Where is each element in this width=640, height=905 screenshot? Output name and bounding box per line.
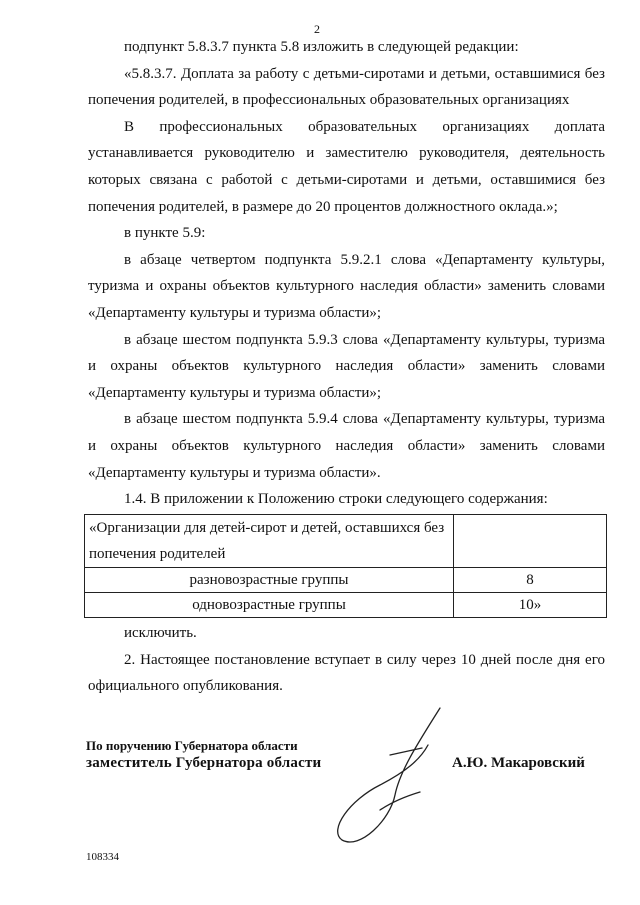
table-cell: 8 — [454, 568, 607, 593]
paragraph: 2. Настоящее постановление вступает в силу через 10 дней после дня его официального опубликования. — [88, 651, 605, 695]
table-row — [85, 593, 607, 618]
paragraph: в пункте 5.9: — [124, 225, 206, 242]
signatory-title: заместитель Губернатора области — [86, 755, 322, 771]
paragraph: в абзаце четвертом подпункта 5.9.2.1 слова «Департаменту культуры, туризма и охраны объектов культурного наследия области» заменить словами «Департаменту культуры и туризма области»; — [88, 251, 605, 321]
paragraph: в абзаце шестом подпункта 5.9.3 слова «Департаменту культуры, туризма и охраны объектов культурного наследия области» заменить словами «Департаменту культуры и туризма области»; — [88, 331, 605, 401]
paragraph: подпункт 5.8.3.7 пункта 5.8 изложить в следующей редакции: — [124, 39, 519, 55]
paragraph: В профессиональных образовательных организациях доплата устанавливается руководителю и заместителю руководителя, деятельность которых связана с работой с детьми-сиротами и детьми, оставшимися без попечения родителей, в размере до 20 процентов должностного оклада.»; — [88, 118, 605, 215]
table-cell: одновозрастные группы — [85, 593, 454, 618]
table-empty-cell — [454, 515, 607, 568]
paragraph: в абзаце шестом подпункта 5.9.4 слова «Департаменту культуры, туризма и охраны объектов культурного наследия области» заменить словами «Департаменту культуры и туризма области». — [88, 411, 605, 481]
paragraph: исключить. — [124, 625, 197, 641]
page-number: 2 — [314, 22, 320, 36]
table-cell: 10» — [454, 593, 607, 618]
handwritten-signature-icon — [320, 700, 470, 860]
table-header-cell: «Организации для детей-сирот и детей, оставшихся без попечения родителей — [85, 515, 454, 568]
paragraph: «5.8.3.7. Доплата за работу с детьми-сиротами и детьми, оставшимися без попечения родителей, в профессиональных образовательных организациях — [88, 65, 605, 109]
signatory-name: А.Ю. Макаровский — [452, 755, 585, 771]
table-cell: разновозрастные группы — [85, 568, 454, 593]
paragraph: 1.4. В приложении к Положению строки следующего содержания: — [124, 491, 548, 508]
signatory-authority: По поручению Губернатора области — [86, 738, 298, 753]
closing-text — [88, 620, 605, 700]
table-row — [85, 515, 607, 568]
document-id: 108334 — [86, 851, 119, 863]
table-row — [85, 568, 607, 593]
document-body — [88, 34, 605, 513]
appendix-table — [84, 514, 607, 618]
